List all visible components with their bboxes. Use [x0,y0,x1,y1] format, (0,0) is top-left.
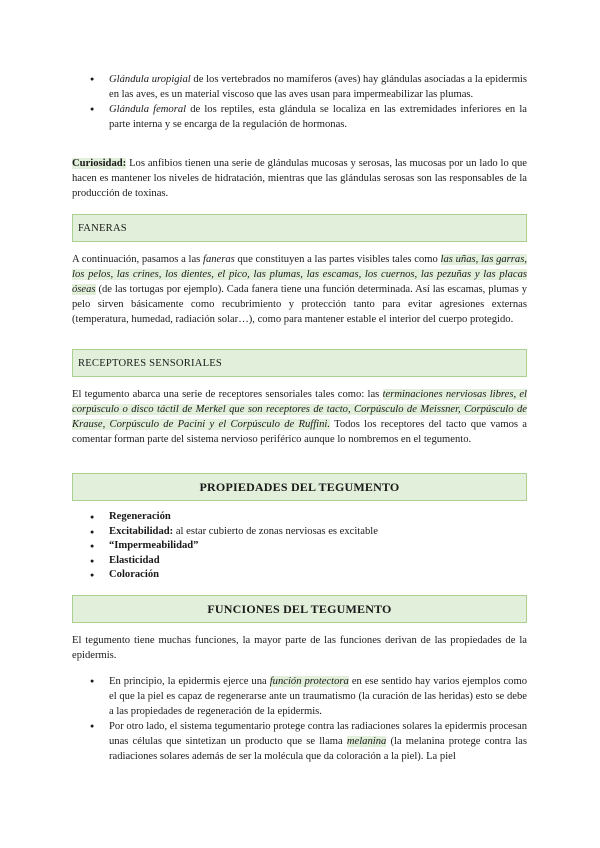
receptores-examples: terminaciones nerviosas libres, el corpúsculo o disco táctil de Merkel que son receptores de tacto, Corpúsculo de Meissner, Corpúsculo de Krause, Corpúsculo de Pacini y el Corpúsculo de Ruffini. [72,389,527,430]
list-item: ● “Impermeabilidad” [90,539,378,554]
funciones-list [90,674,527,764]
list-item: ● Excitabilidad: al estar cubierto de zonas nerviosas es excitable [90,525,378,540]
propiedades-list [90,510,378,583]
faneras-examples: las uñas, las garras, los pelos, las crines, los dientes, el pico, las plumas, las escamas, los cuernos, las pezuñas y las placas óseas [72,254,527,295]
list-item: ● Elasticidad [90,554,378,569]
list-item: ● Glándula femoral de los reptiles, esta glándula se localiza en las extremidades inferiores en la parte interna y se encarga de la regulación de hormonas. [90,102,527,132]
section-heading-receptores: RECEPTORES SENSORIALES [72,349,527,377]
curiosidad-paragraph: Curiosidad: Los anfibios tienen una serie de glándulas mucosas y serosas, las mucosas por un lado lo que hacen es mantener los niveles de hidratación, mientras que las glándulas serosas son las responsables de la producción de toxinas. [72,158,527,199]
section-heading-faneras: FANERAS [72,214,527,242]
list-item: ● Glándula uropigial de los vertebrados no mamíferos (aves) hay glándulas asociadas a la epidermis en las aves, es un material viscoso que las aves usan para impermeabilizar las plumas. [90,72,527,102]
section-heading-propiedades: PROPIEDADES DEL TEGUMENTO [72,473,527,501]
faneras-paragraph: A continuación, pasamos a las faneras que constituyen a las partes visibles tales como las uñas, las garras, los pelos, las crines, los dientes, el pico, las plumas, las escamas, los cuernos, las pezuñas y las placas óseas (de las tortugas por ejemplo). Cada fanera tiene una función determinada. Así las escamas, plumas y pelo sirven básicamente como recubrimiento y protección tanto para evitar agresiones externas (temperatura, humedad, radiación solar…), como para mantener estable el interior del cuerpo protegido. [72,254,527,325]
list-item: ● Por otro lado, el sistema tegumentario protege contra las radiaciones solares la epidermis procesan unas células que sintetizan un producto que se llama melanina (la melanina protege contra las radiaciones solares además de ser la molécula que da coloración a la piel). La piel [90,719,527,764]
list-item: ● Coloración [90,568,378,583]
gland-bullet-list [90,72,527,132]
receptores-paragraph: El tegumento abarca una serie de receptores sensoriales tales como: las terminaciones nerviosas libres, el corpúsculo o disco táctil de Merkel que son receptores de tacto, Corpúsculo de Meissner, Corpúsculo de Krause, Corpúsculo de Pacini y el Corpúsculo de Ruffini. Todos los receptores del tacto que vamos a comentar forman parte del sistema nervioso periférico aunque lo nombremos en el tegumento. [72,389,527,445]
term: Glándula femoral [109,104,187,115]
funciones-intro: El tegumento tiene muchas funciones, la mayor parte de las funciones derivan de las propiedades de la epidermis. [72,635,527,661]
curiosidad-label: Curiosidad: [72,158,127,169]
list-item: ● En principio, la epidermis ejerce una función protectora en ese sentido hay varios ejemplos como el que la piel es capaz de regenerarse ante un traumatismo (la curación de las heridas) esto se debe a las propiedades de regeneración de la epidermis. [90,674,527,719]
section-heading-funciones: FUNCIONES DEL TEGUMENTO [72,595,527,623]
list-item: ● Regeneración [90,510,378,525]
term: Glándula uropigial [109,74,191,85]
